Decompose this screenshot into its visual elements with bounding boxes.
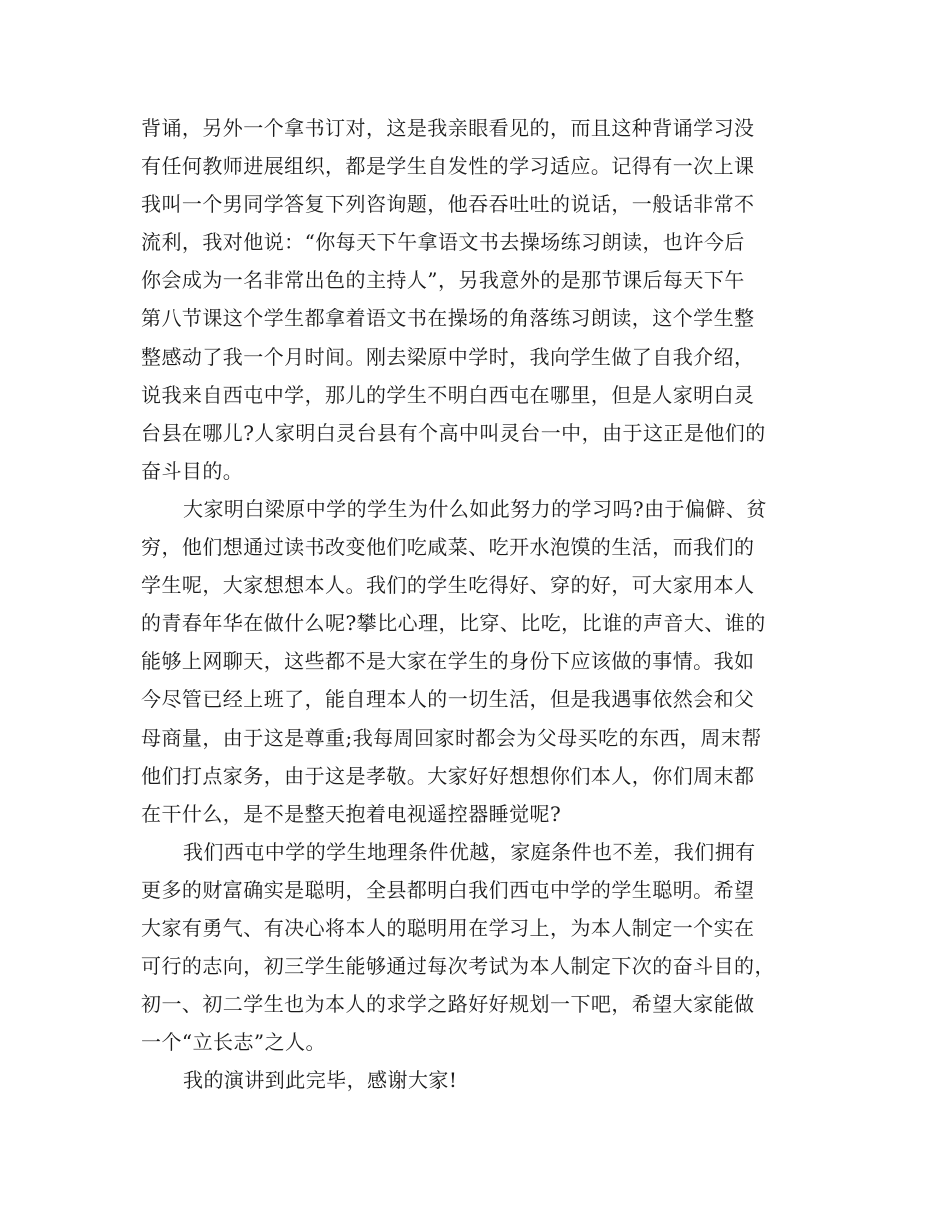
paragraph-line: 背诵，另外一个拿书订对，这是我亲眼看见的，而且这种背诵学习没: [141, 116, 755, 140]
paragraph-line: 在干什么，是不是整天抱着电视遥控器睡觉呢?: [141, 801, 562, 826]
paragraph-line: 我的演讲到此完毕，感谢大家!: [183, 1068, 458, 1093]
paragraph-line: 他们打点家务，由于这是孝敬。大家好好想想你们本人，你们周末都: [141, 763, 755, 788]
paragraph-line: 母商量，由于这是尊重;我每周回家时都会为父母买吃的东西，周末帮: [141, 725, 762, 750]
paragraph-line: 我叫一个男同学答复下列咨询题，他吞吞吐吐的说话，一般话非常不: [141, 192, 755, 217]
paragraph-line: 大家有勇气、有决心将本人的聪明用在学习上，为本人制定一个实在: [141, 915, 755, 940]
paragraph-line: 有任何教师进展组织，都是学生自发性的学习适应。记得有一次上课: [141, 154, 755, 179]
document-body: [141, 109, 825, 1099]
paragraph-line: 学生呢，大家想想本人。我们的学生吃得好、穿的好，可大家用本人: [141, 573, 755, 598]
paragraph-1: [141, 109, 825, 490]
paragraph-line: 能够上网聊天，这些都不是大家在学生的身份下应该做的事情。我如: [141, 649, 755, 674]
paragraph-2: [141, 490, 825, 833]
paragraph-line: 台县在哪儿?人家明白灵台县有个高中叫灵台一中，由于这正是他们的: [141, 420, 766, 445]
paragraph-line: 今尽管已经上班了，能自理本人的一切生活，但是我遇事依然会和父: [141, 687, 755, 712]
paragraph-line: 说我来自西屯中学，那儿的学生不明白西屯在哪里，但是人家明白灵: [141, 382, 755, 407]
paragraph-line: 的青春年华在做什么呢?攀比心理，比穿、比吃，比谁的声音大、谁的: [141, 611, 766, 636]
paragraph-line: 穷，他们想通过读书改变他们吃咸菜、吃开水泡馍的生活，而我们的: [141, 535, 755, 560]
paragraph-4: [141, 1061, 825, 1099]
paragraph-line: 可行的志向，初三学生能够通过每次考试为本人制定下次的奋斗目的，: [141, 954, 775, 979]
paragraph-3: [141, 833, 825, 1062]
paragraph-line: 初一、初二学生也为本人的求学之路好好规划一下吧，希望大家能做: [141, 992, 755, 1017]
paragraph-line: 整感动了我一个月时间。刚去梁原中学时，我向学生做了自我介绍，: [141, 344, 755, 369]
paragraph-line: 第八节课这个学生都拿着语文书在操场的角落练习朗读，这个学生整: [141, 306, 755, 331]
paragraph-line: 大家明白梁原中学的学生为什么如此努力的学习吗?由于偏僻、贫: [183, 496, 767, 521]
paragraph-line: 更多的财富确实是聪明，全县都明白我们西屯中学的学生聪明。希望: [141, 877, 755, 902]
paragraph-line: 一个“立长志”之人。: [141, 1030, 326, 1055]
paragraph-line: 你会成为一名非常出色的主持人”，另我意外的是那节课后每天下午: [141, 268, 745, 293]
paragraph-line: 我们西屯中学的学生地理条件优越，家庭条件也不差，我们拥有: [183, 839, 756, 864]
paragraph-line: 流利，我对他说：“你每天下午拿语文书去操场练习朗读，也许今后: [141, 230, 745, 255]
paragraph-line: 奋斗目的。: [141, 458, 244, 483]
